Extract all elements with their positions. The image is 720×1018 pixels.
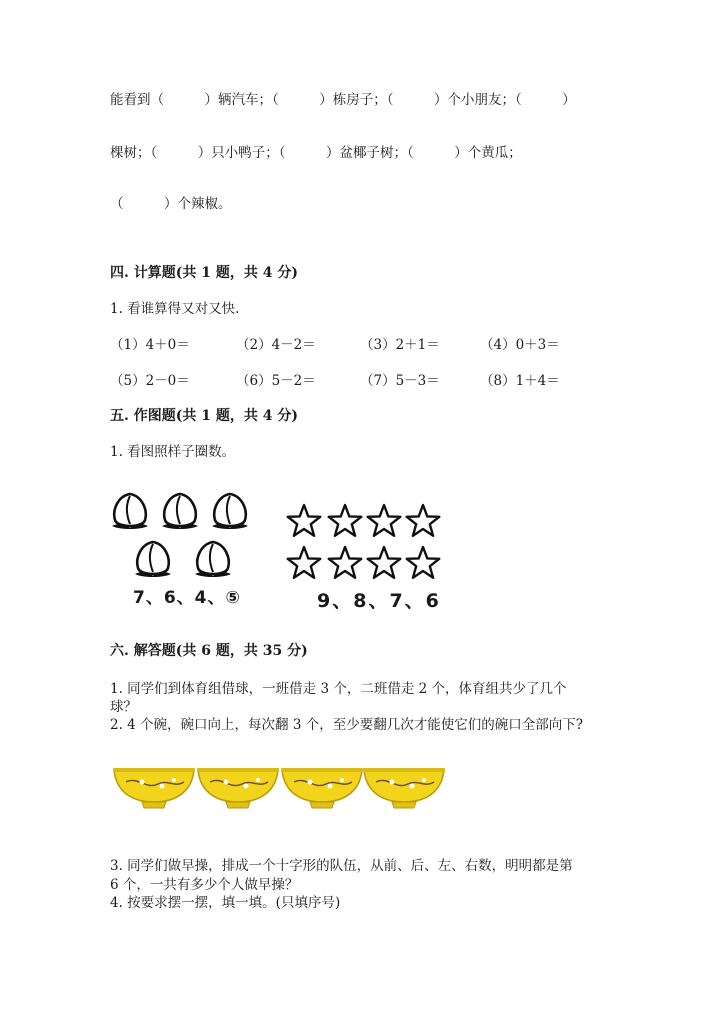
star-icon xyxy=(366,545,402,581)
section-6-question-1-line-2: 球？ xyxy=(110,699,137,715)
section-6-title: 六. 解答题(共 6 题，共 35 分) xyxy=(110,643,308,659)
calc-item: （6）5－2＝ xyxy=(236,373,316,389)
calc-item: （3）2＋1＝ xyxy=(360,337,440,353)
section-5-question-1: 1. 看图照样子圈数。 xyxy=(110,444,236,460)
calc-item: （2）4－2＝ xyxy=(236,337,316,353)
fill-line-2: 棵树；（ ）只小鸭子；（ ）盆椰子树；（ ）个黄瓜； xyxy=(110,145,522,161)
section-6-question-1-line-1: 1. 同学们到体育组借球，一班借走 3 个，二班借走 2 个，体育组共少了几个 xyxy=(110,681,567,697)
peach-icon xyxy=(193,536,233,580)
section-4-question-1: 1. 看谁算得又对又快. xyxy=(110,301,240,317)
section-4-title: 四. 计算题(共 1 题，共 4 分) xyxy=(110,265,298,281)
peach-icon xyxy=(133,536,173,580)
star-icon xyxy=(286,503,322,539)
peach-icon xyxy=(210,488,250,532)
section-6-question-2: 2. 4 个碗，碗口向上，每次翻 3 个，至少要翻几次才能使它们的碗口全部向下? xyxy=(110,717,583,733)
peach-icon xyxy=(160,488,200,532)
peach-caption: 7、6、4、⑤ xyxy=(133,588,241,608)
section-6-question-3-line-1: 3. 同学们做早操，排成一个十字形的队伍，从前、后、左、右数，明明都是第 xyxy=(110,858,573,874)
star-icon xyxy=(286,545,322,581)
fill-line-3: （ ）个辣椒。 xyxy=(110,196,232,212)
section-6-question-4: 4. 按要求摆一摆，填一填。(只填序号) xyxy=(110,895,341,911)
bowl-icon xyxy=(112,766,196,810)
bowl-icon xyxy=(362,766,446,810)
star-icon xyxy=(327,503,363,539)
bowl-icon xyxy=(280,766,364,810)
calc-item: （1）4＋0＝ xyxy=(110,337,190,353)
star-icon xyxy=(405,503,441,539)
fill-line-1: 能看到（ ）辆汽车；（ ）栋房子；（ ）个小朋友；（ ） xyxy=(110,92,576,108)
section-5-title: 五. 作图题(共 1 题，共 4 分) xyxy=(110,408,298,424)
peach-icon xyxy=(110,488,150,532)
star-icon xyxy=(405,545,441,581)
star-icon xyxy=(327,545,363,581)
calc-item: （8）1＋4＝ xyxy=(480,373,560,389)
bowl-icon xyxy=(196,766,280,810)
calc-item: （5）2－0＝ xyxy=(110,373,190,389)
section-6-question-3-line-2: 6 个，一共有多少个人做早操？ xyxy=(110,877,299,893)
star-icon xyxy=(366,503,402,539)
calc-item: （4）0＋3＝ xyxy=(480,337,560,353)
calc-item: （7）5－3＝ xyxy=(360,373,440,389)
star-caption: 9、8、7、6 xyxy=(317,590,441,612)
